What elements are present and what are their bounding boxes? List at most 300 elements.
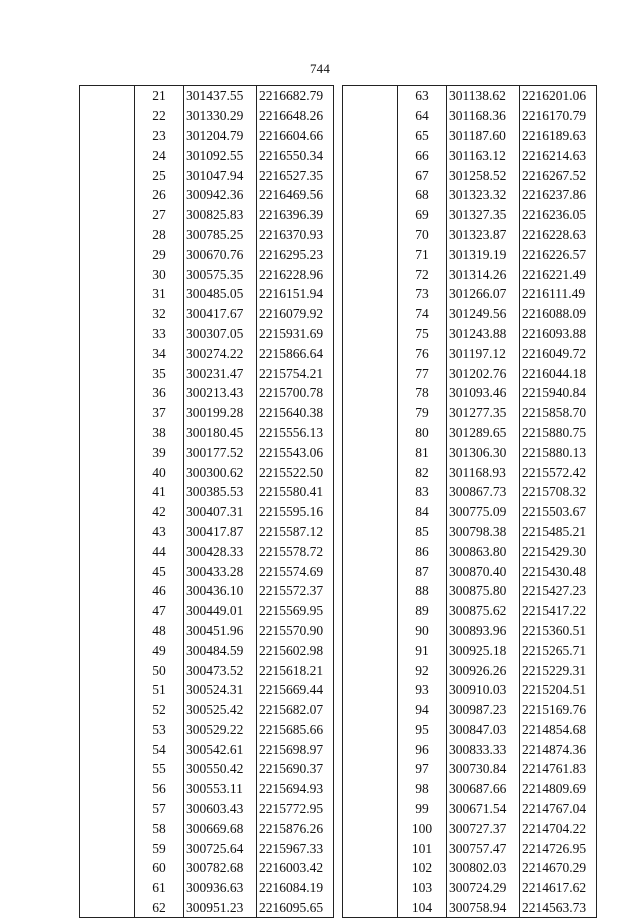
blank-cell	[343, 720, 398, 740]
blank-cell	[343, 86, 398, 106]
table-row	[80, 106, 334, 126]
table-row	[80, 680, 334, 700]
point-index: 81	[398, 442, 447, 462]
y-coordinate: 2215429.30	[520, 541, 597, 561]
table-row	[343, 541, 597, 561]
y-coordinate: 2216189.63	[520, 126, 597, 146]
table-row	[80, 878, 334, 898]
table-row	[80, 502, 334, 522]
blank-cell	[80, 462, 135, 482]
blank-cell	[80, 601, 135, 621]
blank-cell	[343, 442, 398, 462]
x-coordinate: 301319.19	[447, 244, 520, 264]
x-coordinate: 300436.10	[184, 581, 257, 601]
table-row	[343, 165, 597, 185]
x-coordinate: 301093.46	[447, 383, 520, 403]
table-row	[343, 779, 597, 799]
blank-cell	[343, 878, 398, 898]
blank-cell	[80, 343, 135, 363]
table-row	[343, 403, 597, 423]
blank-cell	[343, 739, 398, 759]
point-index: 45	[135, 561, 184, 581]
table-row	[343, 126, 597, 146]
x-coordinate: 300798.38	[447, 522, 520, 542]
point-index: 32	[135, 304, 184, 324]
x-coordinate: 300407.31	[184, 502, 257, 522]
y-coordinate: 2215427.23	[520, 581, 597, 601]
blank-cell	[80, 640, 135, 660]
table-row	[80, 343, 334, 363]
table-row	[80, 185, 334, 205]
table-row	[80, 126, 334, 146]
blank-cell	[80, 541, 135, 561]
y-coordinate: 2216201.06	[520, 86, 597, 106]
point-index: 23	[135, 126, 184, 146]
blank-cell	[80, 205, 135, 225]
blank-cell	[80, 878, 135, 898]
y-coordinate: 2216003.42	[257, 858, 334, 878]
blank-cell	[343, 561, 398, 581]
y-coordinate: 2215694.93	[257, 779, 334, 799]
y-coordinate: 2215360.51	[520, 621, 597, 641]
x-coordinate: 301258.52	[447, 165, 520, 185]
y-coordinate: 2216111.49	[520, 284, 597, 304]
y-coordinate: 2215430.48	[520, 561, 597, 581]
point-index: 71	[398, 244, 447, 264]
y-coordinate: 2215522.50	[257, 462, 334, 482]
x-coordinate: 301168.36	[447, 106, 520, 126]
x-coordinate: 300724.29	[447, 878, 520, 898]
point-index: 82	[398, 462, 447, 482]
blank-cell	[80, 145, 135, 165]
x-coordinate: 300524.31	[184, 680, 257, 700]
y-coordinate: 2215265.71	[520, 640, 597, 660]
y-coordinate: 2216370.93	[257, 225, 334, 245]
point-index: 26	[135, 185, 184, 205]
y-coordinate: 2215572.37	[257, 581, 334, 601]
blank-cell	[343, 244, 398, 264]
x-coordinate: 300213.43	[184, 383, 257, 403]
table-row	[343, 205, 597, 225]
table-row	[343, 700, 597, 720]
x-coordinate: 301163.12	[447, 145, 520, 165]
point-index: 52	[135, 700, 184, 720]
blank-cell	[343, 185, 398, 205]
blank-cell	[343, 126, 398, 146]
point-index: 62	[135, 898, 184, 918]
table-row	[80, 858, 334, 878]
point-index: 27	[135, 205, 184, 225]
y-coordinate: 2215640.38	[257, 403, 334, 423]
table-row	[80, 739, 334, 759]
blank-cell	[343, 304, 398, 324]
x-coordinate: 300687.66	[447, 779, 520, 799]
x-coordinate: 300231.47	[184, 363, 257, 383]
y-coordinate: 2215754.21	[257, 363, 334, 383]
x-coordinate: 301330.29	[184, 106, 257, 126]
point-index: 78	[398, 383, 447, 403]
y-coordinate: 2215931.69	[257, 324, 334, 344]
blank-cell	[80, 621, 135, 641]
blank-cell	[80, 522, 135, 542]
y-coordinate: 2216682.79	[257, 86, 334, 106]
point-index: 59	[135, 838, 184, 858]
y-coordinate: 2214854.68	[520, 720, 597, 740]
y-coordinate: 2214874.36	[520, 739, 597, 759]
table-row	[80, 779, 334, 799]
point-index: 90	[398, 621, 447, 641]
table-row	[80, 818, 334, 838]
x-coordinate: 301187.60	[447, 126, 520, 146]
blank-cell	[343, 640, 398, 660]
x-coordinate: 301437.55	[184, 86, 257, 106]
y-coordinate: 2215570.90	[257, 621, 334, 641]
table-row	[343, 858, 597, 878]
point-index: 63	[398, 86, 447, 106]
table-row	[80, 898, 334, 918]
y-coordinate: 2216550.34	[257, 145, 334, 165]
y-coordinate: 2216044.18	[520, 363, 597, 383]
blank-cell	[343, 502, 398, 522]
x-coordinate: 300725.64	[184, 838, 257, 858]
table-row	[80, 759, 334, 779]
table-row	[80, 462, 334, 482]
x-coordinate: 301327.35	[447, 205, 520, 225]
table-row	[343, 640, 597, 660]
blank-cell	[343, 363, 398, 383]
point-index: 93	[398, 680, 447, 700]
table-row	[80, 225, 334, 245]
point-index: 31	[135, 284, 184, 304]
blank-cell	[80, 700, 135, 720]
x-coordinate: 300274.22	[184, 343, 257, 363]
table-row	[343, 601, 597, 621]
table-row	[80, 482, 334, 502]
x-coordinate: 300987.23	[447, 700, 520, 720]
x-coordinate: 300300.62	[184, 462, 257, 482]
point-index: 38	[135, 423, 184, 443]
point-index: 58	[135, 818, 184, 838]
y-coordinate: 2215876.26	[257, 818, 334, 838]
table-row	[80, 423, 334, 443]
x-coordinate: 300307.05	[184, 324, 257, 344]
table-row	[343, 759, 597, 779]
x-coordinate: 300785.25	[184, 225, 257, 245]
table-row	[343, 680, 597, 700]
point-index: 101	[398, 838, 447, 858]
y-coordinate: 2214563.73	[520, 898, 597, 918]
x-coordinate: 301323.87	[447, 225, 520, 245]
blank-cell	[80, 858, 135, 878]
x-coordinate: 301243.88	[447, 324, 520, 344]
point-index: 99	[398, 799, 447, 819]
y-coordinate: 2215572.42	[520, 462, 597, 482]
blank-cell	[80, 581, 135, 601]
blank-cell	[343, 581, 398, 601]
point-index: 48	[135, 621, 184, 641]
blank-cell	[343, 779, 398, 799]
point-index: 51	[135, 680, 184, 700]
x-coordinate: 301197.12	[447, 343, 520, 363]
blank-cell	[80, 106, 135, 126]
y-coordinate: 2215967.33	[257, 838, 334, 858]
x-coordinate: 300385.53	[184, 482, 257, 502]
table-row	[80, 304, 334, 324]
blank-cell	[80, 759, 135, 779]
point-index: 96	[398, 739, 447, 759]
coordinate-table-left	[79, 85, 334, 918]
blank-cell	[343, 858, 398, 878]
point-index: 102	[398, 858, 447, 878]
blank-cell	[80, 482, 135, 502]
blank-cell	[80, 324, 135, 344]
blank-cell	[80, 304, 135, 324]
table-row	[80, 522, 334, 542]
blank-cell	[343, 700, 398, 720]
table-row	[343, 145, 597, 165]
y-coordinate: 2216396.39	[257, 205, 334, 225]
blank-cell	[80, 185, 135, 205]
x-coordinate: 301249.56	[447, 304, 520, 324]
point-index: 46	[135, 581, 184, 601]
table-row	[80, 799, 334, 819]
point-index: 88	[398, 581, 447, 601]
blank-cell	[80, 264, 135, 284]
blank-cell	[343, 145, 398, 165]
y-coordinate: 2215556.13	[257, 423, 334, 443]
y-coordinate: 2214726.95	[520, 838, 597, 858]
point-index: 104	[398, 898, 447, 918]
table-row	[80, 264, 334, 284]
x-coordinate: 300936.63	[184, 878, 257, 898]
point-index: 85	[398, 522, 447, 542]
blank-cell	[80, 898, 135, 918]
point-index: 49	[135, 640, 184, 660]
y-coordinate: 2214704.22	[520, 818, 597, 838]
table-row	[80, 838, 334, 858]
table-row	[80, 383, 334, 403]
x-coordinate: 300727.37	[447, 818, 520, 838]
blank-cell	[80, 442, 135, 462]
blank-cell	[343, 205, 398, 225]
point-index: 30	[135, 264, 184, 284]
y-coordinate: 2216095.65	[257, 898, 334, 918]
point-index: 98	[398, 779, 447, 799]
y-coordinate: 2216267.52	[520, 165, 597, 185]
point-index: 92	[398, 660, 447, 680]
x-coordinate: 300417.87	[184, 522, 257, 542]
y-coordinate: 2215578.72	[257, 541, 334, 561]
y-coordinate: 2216093.88	[520, 324, 597, 344]
y-coordinate: 2215543.06	[257, 442, 334, 462]
x-coordinate: 300825.83	[184, 205, 257, 225]
point-index: 86	[398, 541, 447, 561]
point-index: 24	[135, 145, 184, 165]
y-coordinate: 2215569.95	[257, 601, 334, 621]
x-coordinate: 300782.68	[184, 858, 257, 878]
y-coordinate: 2215880.13	[520, 442, 597, 462]
x-coordinate: 300417.67	[184, 304, 257, 324]
point-index: 54	[135, 739, 184, 759]
blank-cell	[343, 343, 398, 363]
y-coordinate: 2216170.79	[520, 106, 597, 126]
point-index: 61	[135, 878, 184, 898]
table-row	[343, 621, 597, 641]
table-row	[343, 363, 597, 383]
point-index: 74	[398, 304, 447, 324]
x-coordinate: 300863.80	[447, 541, 520, 561]
table-row	[343, 86, 597, 106]
y-coordinate: 2215417.22	[520, 601, 597, 621]
table-row	[343, 799, 597, 819]
blank-cell	[343, 680, 398, 700]
x-coordinate: 301202.76	[447, 363, 520, 383]
table-row	[80, 700, 334, 720]
blank-cell	[80, 818, 135, 838]
x-coordinate: 300542.61	[184, 739, 257, 759]
point-index: 68	[398, 185, 447, 205]
y-coordinate: 2216648.26	[257, 106, 334, 126]
table-row	[343, 561, 597, 581]
blank-cell	[80, 86, 135, 106]
table-row	[343, 244, 597, 264]
table-row	[343, 343, 597, 363]
blank-cell	[80, 660, 135, 680]
x-coordinate: 301092.55	[184, 145, 257, 165]
y-coordinate: 2215485.21	[520, 522, 597, 542]
table-row	[80, 145, 334, 165]
y-coordinate: 2215669.44	[257, 680, 334, 700]
table-row	[80, 403, 334, 423]
point-index: 65	[398, 126, 447, 146]
blank-cell	[343, 264, 398, 284]
blank-cell	[343, 423, 398, 443]
y-coordinate: 2215602.98	[257, 640, 334, 660]
point-index: 69	[398, 205, 447, 225]
x-coordinate: 301277.35	[447, 403, 520, 423]
point-index: 91	[398, 640, 447, 660]
point-index: 41	[135, 482, 184, 502]
y-coordinate: 2216221.49	[520, 264, 597, 284]
table-row	[80, 621, 334, 641]
point-index: 103	[398, 878, 447, 898]
x-coordinate: 300833.33	[447, 739, 520, 759]
table-row	[343, 383, 597, 403]
blank-cell	[80, 403, 135, 423]
y-coordinate: 2216049.72	[520, 343, 597, 363]
table-row	[343, 878, 597, 898]
point-index: 56	[135, 779, 184, 799]
point-index: 83	[398, 482, 447, 502]
point-index: 77	[398, 363, 447, 383]
x-coordinate: 301204.79	[184, 126, 257, 146]
blank-cell	[80, 284, 135, 304]
x-coordinate: 300942.36	[184, 185, 257, 205]
y-coordinate: 2215587.12	[257, 522, 334, 542]
blank-cell	[80, 165, 135, 185]
y-coordinate: 2214767.04	[520, 799, 597, 819]
point-index: 66	[398, 145, 447, 165]
blank-cell	[80, 799, 135, 819]
point-index: 33	[135, 324, 184, 344]
x-coordinate: 300575.35	[184, 264, 257, 284]
table-row	[343, 898, 597, 918]
table-row	[343, 502, 597, 522]
x-coordinate: 300484.59	[184, 640, 257, 660]
y-coordinate: 2215858.70	[520, 403, 597, 423]
point-index: 43	[135, 522, 184, 542]
y-coordinate: 2215580.41	[257, 482, 334, 502]
blank-cell	[80, 561, 135, 581]
point-index: 64	[398, 106, 447, 126]
y-coordinate: 2215229.31	[520, 660, 597, 680]
table-row	[80, 205, 334, 225]
x-coordinate: 301168.93	[447, 462, 520, 482]
point-index: 36	[135, 383, 184, 403]
x-coordinate: 300875.80	[447, 581, 520, 601]
table-row	[343, 185, 597, 205]
x-coordinate: 300180.45	[184, 423, 257, 443]
x-coordinate: 300802.03	[447, 858, 520, 878]
table-row	[343, 739, 597, 759]
point-index: 53	[135, 720, 184, 740]
blank-cell	[80, 363, 135, 383]
x-coordinate: 300603.43	[184, 799, 257, 819]
point-index: 39	[135, 442, 184, 462]
blank-cell	[343, 660, 398, 680]
table-row	[343, 720, 597, 740]
blank-cell	[80, 739, 135, 759]
table-row	[80, 244, 334, 264]
x-coordinate: 300485.05	[184, 284, 257, 304]
y-coordinate: 2216214.63	[520, 145, 597, 165]
point-index: 47	[135, 601, 184, 621]
blank-cell	[343, 541, 398, 561]
x-coordinate: 300893.96	[447, 621, 520, 641]
y-coordinate: 2216079.92	[257, 304, 334, 324]
point-index: 76	[398, 343, 447, 363]
x-coordinate: 300730.84	[447, 759, 520, 779]
x-coordinate: 300449.01	[184, 601, 257, 621]
table-row	[343, 264, 597, 284]
x-coordinate: 300529.22	[184, 720, 257, 740]
x-coordinate: 301323.32	[447, 185, 520, 205]
point-index: 73	[398, 284, 447, 304]
point-index: 21	[135, 86, 184, 106]
x-coordinate: 300951.23	[184, 898, 257, 918]
table-row	[80, 541, 334, 561]
x-coordinate: 300550.42	[184, 759, 257, 779]
point-index: 89	[398, 601, 447, 621]
y-coordinate: 2215772.95	[257, 799, 334, 819]
y-coordinate: 2214761.83	[520, 759, 597, 779]
table-row	[343, 423, 597, 443]
y-coordinate: 2216236.05	[520, 205, 597, 225]
point-index: 35	[135, 363, 184, 383]
blank-cell	[343, 462, 398, 482]
y-coordinate: 2215698.97	[257, 739, 334, 759]
table-row	[343, 838, 597, 858]
blank-cell	[343, 838, 398, 858]
table-row	[343, 462, 597, 482]
x-coordinate: 300553.11	[184, 779, 257, 799]
y-coordinate: 2216084.19	[257, 878, 334, 898]
x-coordinate: 300177.52	[184, 442, 257, 462]
point-index: 87	[398, 561, 447, 581]
blank-cell	[80, 680, 135, 700]
table-row	[343, 225, 597, 245]
x-coordinate: 301314.26	[447, 264, 520, 284]
